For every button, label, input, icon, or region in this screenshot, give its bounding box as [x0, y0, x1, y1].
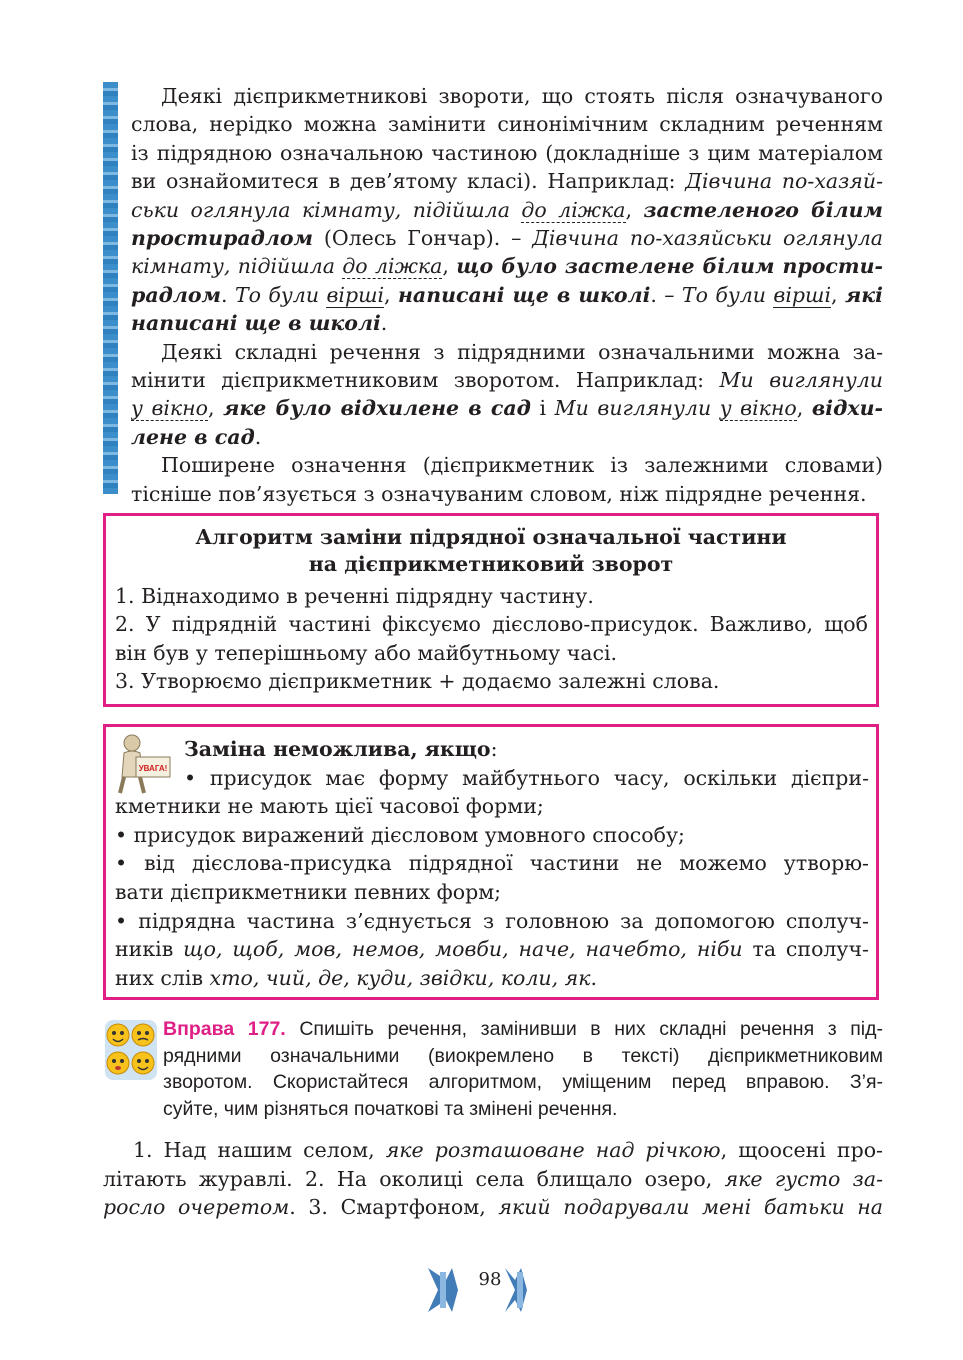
warning-text: ників — [115, 937, 174, 962]
sentence-text: 1. Над нашим селом, — [133, 1138, 375, 1162]
exercise-line: зворотом. Скористайтеся алгоритмом, уміщеним перед вправою. З’я- — [163, 1071, 883, 1093]
warning-item: • від дієслова-присудка підрядної частини не можемо утворю- — [115, 849, 869, 878]
theory-p1-line: ви ознайомитеся в дев’ятому класі). Наприклад: — [131, 169, 676, 194]
algorithm-title-line: на дієприкметниковий зворот — [308, 552, 674, 576]
defined-word: у вікно — [719, 396, 797, 421]
algorithm-step: 3. Утворюємо дієприкметник + додаємо залежні слова. — [115, 668, 720, 693]
defined-word: вірші — [773, 282, 832, 307]
defined-word: до ліжка — [342, 254, 443, 279]
exercise-177 — [103, 1016, 883, 1126]
theory-p1-line: Деякі дієприкметникові звороти, що стоять після означуваного — [161, 84, 883, 108]
clause-text: що було застелене білим прости- — [456, 254, 883, 279]
highlighted-clause: який подарували мені батьки на — [498, 1195, 883, 1220]
exercise-line: рядними означальними (виокремлено в тексті) дієприкметниковим — [163, 1044, 883, 1067]
theory-p1-line: із підрядною означальною частиною (докладніше з цим матеріалом — [131, 140, 883, 165]
algorithm-title — [106, 524, 876, 578]
warning-item: • присудок має форму майбутнього часу, оскільки дієпри- — [184, 764, 869, 793]
sentence-text: . 3. Смартфоном, — [289, 1195, 486, 1220]
algorithm-title-line: Алгоритм заміни підрядної означальної частини — [195, 525, 787, 549]
highlighted-clause: яке розташоване над річкою — [385, 1138, 721, 1162]
defined-word: вірші — [326, 282, 385, 307]
defined-word: у вікно — [131, 396, 209, 421]
example-text: То були — [234, 282, 320, 307]
warning-icon-label: УВАГА! — [138, 764, 168, 773]
example-text: Дівчина по-хазяйськи оглянула — [532, 226, 883, 251]
emoji-faces-icon — [103, 1018, 159, 1082]
conjunction-list: що, щоб, мов, немов, мовби, наче, начебто, ніби — [183, 937, 743, 962]
sentence-text: літають журавлі. 2. На околиці села блищало озеро, — [103, 1166, 713, 1191]
warning-item: кметники не мають цієї часової форми; — [115, 794, 544, 819]
warning-box — [103, 724, 879, 1000]
sentence-text: , щоосені про- — [720, 1138, 883, 1162]
exercise-line: Спишіть речення, замінивши в них складні речення з під- — [299, 1018, 883, 1040]
warning-text: та сполуч- — [752, 937, 869, 962]
theory-p2-line: Деякі складні речення з підрядними означальними можна за- — [161, 339, 883, 364]
example-text: кімнату, підійшла — [131, 254, 335, 279]
warning-heading: Заміна неможлива, якщо — [184, 737, 491, 761]
example-text: Ми виглянули — [554, 396, 712, 421]
participle-phrase: лене в сад — [131, 424, 255, 449]
exercise-label: Вправа 177. — [163, 1018, 286, 1040]
example-text: Дівчина по-хазяй- — [685, 169, 883, 194]
theory-p3-line: Поширене означення (дієприкметник із залежними словами) — [161, 453, 883, 478]
exercise-line: суйте, чим різняться початкові та змінені речення. — [163, 1097, 618, 1120]
algorithm-steps — [115, 582, 868, 695]
example-text: Ми виглянули — [719, 368, 883, 393]
theory-p1-line: слова, нерідко можна замінити синонімічним складним реченням — [131, 112, 883, 137]
clause-text: написані ще в школі — [131, 311, 381, 336]
participle-phrase: простирадлом — [131, 226, 314, 251]
algorithm-step: 1. Віднаходимо в реченні підрядну частину. — [115, 584, 594, 608]
algorithm-step: він був у теперішньому або майбутньому часі. — [115, 640, 618, 665]
algorithm-step: 2. У підрядній частині фіксуємо дієслово-присудок. Важливо, щоб — [115, 612, 868, 637]
theory-block — [103, 82, 883, 506]
warning-text: них слів — [115, 965, 204, 990]
page-number: 98 — [478, 1269, 502, 1290]
highlighted-clause: яке густо за- — [724, 1166, 883, 1191]
conjunctive-words-list: хто, чий, де, куди, звідки, коли, як — [209, 965, 591, 990]
algorithm-box — [103, 513, 879, 707]
warning-item: • підрядна частина з’єднується з головною за допомогою сполуч- — [115, 907, 869, 936]
example-text: ськи оглянула кімнату, підійшла — [131, 197, 510, 222]
example-text: – То були — [664, 282, 767, 307]
warning-content: Заміна неможлива, якщо: • присудок має форму майбутнього часу, оскільки дієпри- кметники не мають цієї часової форми; • присудок виражений дієсловом умовного способу; • від дієслова-присудка підрядної частини не можемо утворю- вати дієприкметники певних форм; • підрядна частина з’єднується з головною за допомогою сполуч- ників що, щоб, мов, немов, мовби, наче, начебто, ніби та сполуч- них слів хто, чий, де, куди, звідки, коли, як. — [115, 735, 869, 992]
highlighted-clause: росло очеретом — [103, 1195, 290, 1220]
participle-phrase: написані ще в школі — [397, 282, 651, 307]
theory-p3-line: тісніше пов’язується з означуваним словом, ніж підрядне речення. — [131, 481, 867, 506]
warning-item: • присудок виражений дієсловом умовного способу; — [115, 823, 685, 847]
theory-side-bar — [103, 82, 118, 494]
author: (Олесь Гончар). – — [323, 226, 522, 251]
theory-text: Деякі дієприкметникові звороти, що стоять після означуваного слова, нерідко можна замінити синонімічним складним реченням із підрядною означальною частиною (докладніше з цим матеріалом ви ознайомитеся в дев’ятому класі). Наприклад: Дівчина по-хазяй- ськи оглянула кімнату, підійшла до ліжка, застеленого білим простирадлом (Олесь Гончар). – Дівчина по-хазяйськи оглянула кімнату, підійшла до ліжка, що було застелене білим прости- радлом. То були вірші, написані ще в школі. – То були вірші, які написані ще в школі. Деякі складні речення з підрядними означальними можна за- мінити дієприкметниковим зворотом. Наприклад: Ми виглянули у вікно, яке було відхилене в сад і Ми виглянули у вікно, відхи- лене в сад. Поширене означення (дієприкметник із залежними словами) тісніше пов’язується з означуваним словом, ніж підрядне речення. — [131, 84, 883, 506]
exercise-text — [163, 1016, 883, 1122]
defined-word: до ліжка — [521, 197, 626, 222]
warning-item: вати дієприкметники певних форм; — [115, 879, 502, 904]
conjunction: і — [539, 396, 547, 421]
clause-text: радлом — [131, 282, 222, 307]
theory-p2-line: мінити дієприкметниковим зворотом. Наприклад: — [131, 368, 705, 393]
clause-text: які — [844, 282, 883, 307]
exercise-sentences — [103, 1136, 883, 1222]
participle-phrase: відхи- — [811, 396, 883, 421]
clause-text: яке було відхилене в сад — [223, 396, 531, 421]
participle-phrase: застеленого білим — [643, 197, 883, 222]
